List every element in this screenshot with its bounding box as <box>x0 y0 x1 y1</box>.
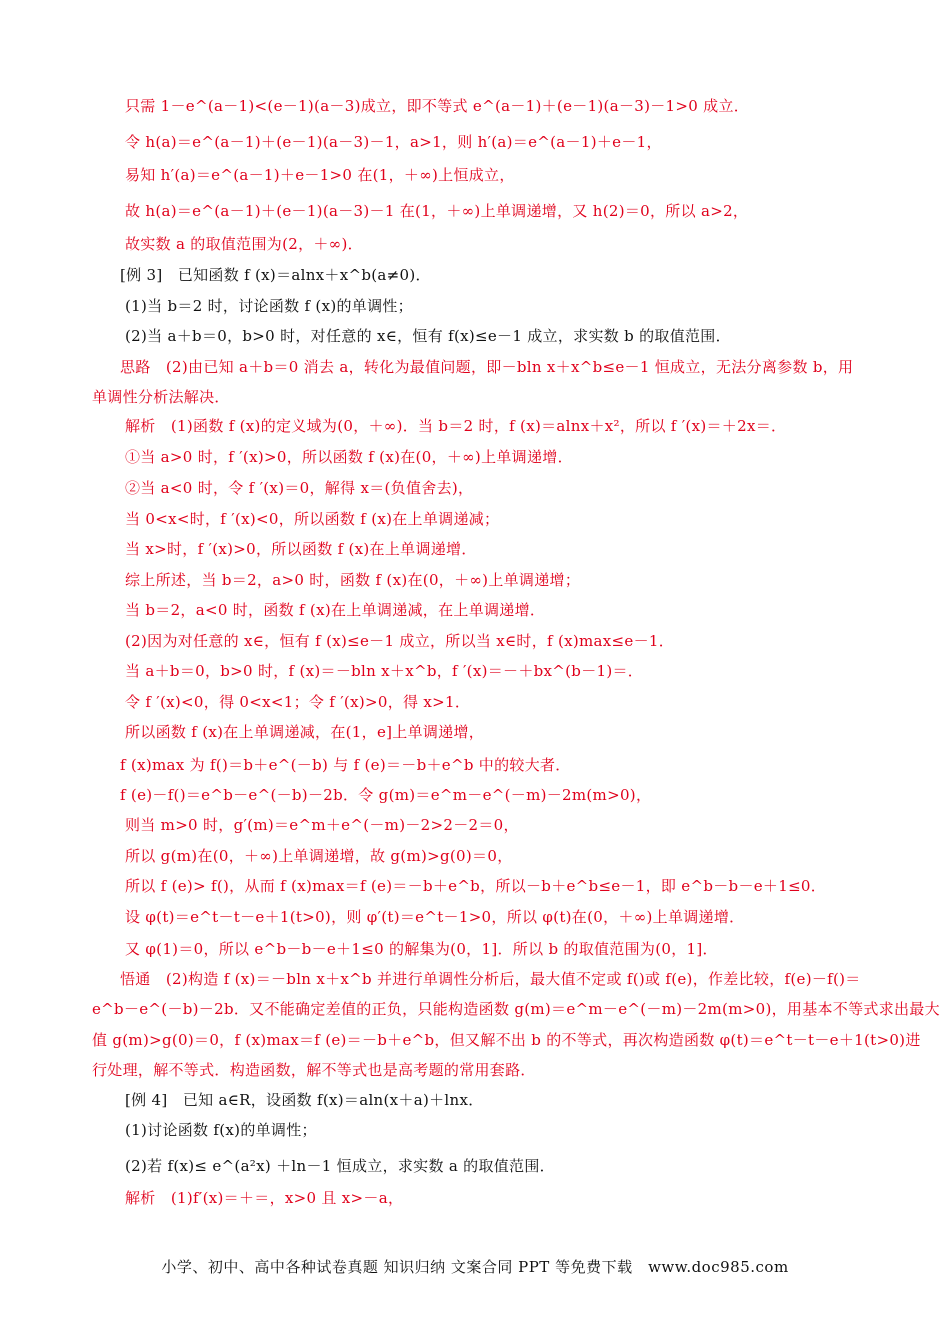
text-line: 则当 m>0 时，g′(m)＝e^m＋e^(－m)－2>2－2＝0， <box>125 816 519 834</box>
question-part: (1)当 b＝2 时，讨论函数 f (x)的单调性； <box>125 297 413 315</box>
idea-heading: 思路 (2)由已知 a＋b＝0 消去 a，转化为最值问题，即－bln x＋x^b≤e－1 恒成立，无法分离参数 b，用 <box>120 358 854 376</box>
example-heading: [例 3] 已知函数 f (x)＝alnx＋x^b(a≠0)． <box>120 266 431 284</box>
insight-heading: 悟通 (2)构造 f (x)＝－bln x＋x^b 并进行单调性分析后，最大值不定或 f()或 f(e)，作差比较，f(e)－f()＝ <box>120 970 861 988</box>
text-line: 令 h(a)＝e^(a－1)＋(e－1)(a－3)－1，a>1，则 h′(a)＝e^(a－1)＋e－1， <box>125 133 662 151</box>
text-line: (2)因为对任意的 x∈，恒有 f (x)≤e－1 成立，所以当 x∈时，f (x)max≤e－1． <box>125 632 675 650</box>
text-line: 所以 g(m)在(0，＋∞)上单调递增，故 g(m)>g(0)＝0， <box>125 847 513 865</box>
text-line: e^b－e^(－b)－2b．又不能确定差值的正负，只能构造函数 g(m)＝e^m－e^(－m)－2m(m>0)，用基本不等式求出最大 <box>92 1000 940 1018</box>
text-line: 只需 1－e^(a－1)<(e－1)(a－3)成立，即不等式 e^(a－1)＋(e－1)(a－3)－1>0 成立． <box>125 97 750 115</box>
text-line: 当 0<x<时，f ′(x)<0，所以函数 f (x)在上单调递减； <box>125 510 500 528</box>
text-line: 故实数 a 的取值范围为(2，＋∞)． <box>125 235 363 253</box>
text-line: 单调性分析法解决． <box>92 388 230 406</box>
text-line: ②当 a<0 时，令 f ′(x)＝0，解得 x＝(负值舍去)， <box>125 479 474 497</box>
text-line: 当 a＋b＝0，b>0 时，f (x)＝－bln x＋x^b，f ′(x)＝－＋bx^(b－1)＝． <box>125 662 644 680</box>
text-line: 综上所述，当 b＝2，a>0 时，函数 f (x)在(0，＋∞)上单调递增； <box>125 571 581 589</box>
question-part: (2)若 f(x)≤ e^(a²x) ＋ln－1 恒成立，求实数 a 的取值范围． <box>125 1157 555 1175</box>
text-line: 令 f ′(x)<0，得 0<x<1；令 f ′(x)>0，得 x>1． <box>125 693 471 711</box>
solution-heading: 解析 (1)函数 f (x)的定义域为(0，＋∞)．当 b＝2 时，f (x)＝alnx＋x²，所以 f ′(x)＝＋2x＝． <box>125 417 787 435</box>
text-line: 所以函数 f (x)在上单调递减，在(1，e]上单调递增， <box>125 723 485 741</box>
text-line: 值 g(m)>g(0)＝0，f (x)max＝f (e)＝－b＋e^b，但又解不出 b 的不等式，再次构造函数 φ(t)＝e^t－t－e＋1(t>0)进 <box>92 1031 921 1049</box>
question-part: (1)讨论函数 f(x)的单调性； <box>125 1121 317 1139</box>
text-line: 又 φ(1)＝0，所以 e^b－b－e＋1≤0 的解集为(0，1]．所以 b 的取值范围为(0，1]． <box>125 940 718 958</box>
text-line: 设 φ(t)＝e^t－t－e＋1(t>0)，则 φ′(t)＝e^t－1>0，所以 φ(t)在(0，＋∞)上单调递增． <box>125 908 745 926</box>
text-line: 当 b＝2，a<0 时，函数 f (x)在上单调递减，在上单调递增． <box>125 601 546 619</box>
question-part: (2)当 a＋b＝0，b>0 时，对任意的 x∈，恒有 f(x)≤e－1 成立，求实数 b 的取值范围． <box>125 327 731 345</box>
text-line: 故 h(a)＝e^(a－1)＋(e－1)(a－3)－1 在(1，＋∞)上单调递增，又 h(2)＝0，所以 a>2， <box>125 202 749 220</box>
example-heading: [例 4] 已知 a∈R，设函数 f(x)＝aln(x＋a)＋lnx． <box>125 1091 484 1109</box>
text-line: 当 x>时，f ′(x)>0，所以函数 f (x)在上单调递增． <box>125 540 477 558</box>
text-line: 所以 f (e)> f()，从而 f (x)max＝f (e)＝－b＋e^b，所以－b＋e^b≤e－1，即 e^b－b－e＋1≤0． <box>125 877 827 895</box>
text-line: 易知 h′(a)＝e^(a－1)＋e－1>0 在(1，＋∞)上恒成立， <box>125 166 515 184</box>
solution-heading: 解析 (1)f′(x)＝＋＝，x>0 且 x>－a， <box>125 1189 404 1207</box>
text-line: ①当 a>0 时，f ′(x)>0，所以函数 f (x)在(0，＋∞)上单调递增． <box>125 448 573 466</box>
text-line: f (e)－f()＝e^b－e^(－b)－2b．令 g(m)＝e^m－e^(－m)－2m(m>0)， <box>120 786 652 804</box>
text-line: f (x)max 为 f()＝b＋e^(－b) 与 f (e)＝－b＋e^b 中的较大者． <box>120 756 571 774</box>
page-footer: 小学、初中、高中各种试卷真题 知识归纳 文案合同 PPT 等免费下载 www.doc985.com <box>161 1258 789 1276</box>
text-line: 行处理，解不等式．构造函数，解不等式也是高考题的常用套路． <box>92 1061 536 1079</box>
